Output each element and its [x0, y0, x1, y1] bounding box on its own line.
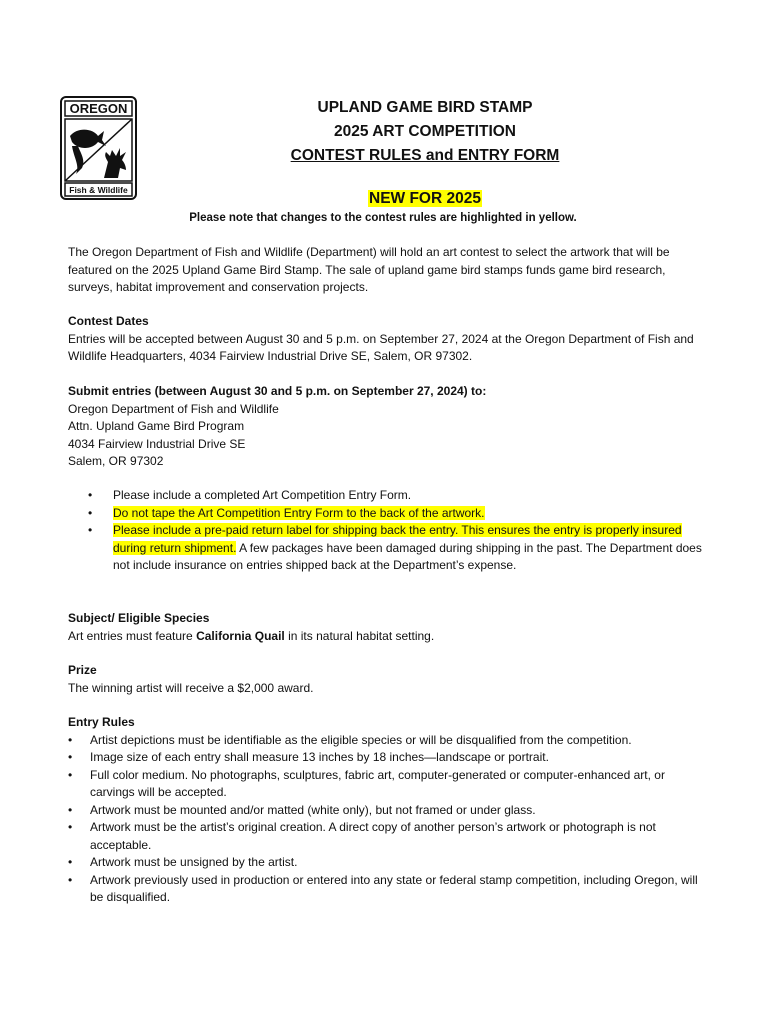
list-item: • Artwork must be mounted and/or matted (white only), but not framed or under glass.	[68, 802, 536, 817]
rule-text: Full color medium. No photographs, sculptures, fabric art, computer-generated or computer-enhanced art, or carvings will be accepted.	[90, 767, 665, 799]
bullet-text: A few packages have been damaged during shipping in the past. The Department does not include insurance on entries shipped back at the Department’s expense.	[113, 540, 702, 572]
submit-bullets	[68, 487, 708, 575]
address-line: Salem, OR 97302	[68, 454, 164, 468]
species-body	[68, 628, 708, 646]
entry-rules-title: Entry Rules	[68, 715, 135, 729]
address-line: Attn. Upland Game Bird Program	[68, 419, 245, 433]
list-item: • Please include a completed Art Competition Entry Form.	[88, 488, 412, 502]
bullet-text: Please include a completed Art Competition Entry Form.	[113, 488, 412, 502]
new-for-text: NEW FOR 2025	[369, 190, 481, 207]
list-item: • Artwork must be the artist’s original creation. A direct copy of another person’s artwork or photograph is not acceptable.	[68, 820, 656, 852]
list-item: • Full color medium. No photographs, sculptures, fabric art, computer-generated or computer-enhanced art, or carvings will be accepted.	[68, 767, 665, 799]
rule-text: Artwork must be unsigned by the artist.	[90, 855, 298, 869]
species-title: Subject/ Eligible Species	[68, 611, 210, 625]
rule-text: Artwork previously used in production or entered into any state or federal stamp competition, including Oregon, will be disqualified.	[90, 872, 698, 904]
bullet-text-highlighted: Do not tape the Art Competition Entry Form to the back of the artwork.	[113, 505, 485, 520]
contest-dates-section	[68, 313, 708, 366]
contest-dates-body: Entries will be accepted between August 30 and 5 p.m. on September 27, 2024 at the Oregon Department of Fish and Wildlife Headquarters, 4034 Fairview Industrial Drive SE, Salem, OR 97302.	[68, 331, 694, 363]
species-pre: Art entries must feature	[68, 628, 197, 643]
address-line: 4034 Fairview Industrial Drive SE	[68, 436, 246, 451]
logo-subtitle: Fish & Wildlife	[69, 185, 128, 195]
list-item: • Artist depictions must be identifiable as the eligible species or will be disqualified from the competition.	[68, 732, 632, 747]
entry-rules-section	[68, 714, 708, 907]
prize-body: The winning artist will receive a $2,000 award.	[68, 680, 314, 695]
list-item: • Do not tape the Art Competition Entry Form to the back of the artwork.	[88, 505, 485, 520]
highlight-note: Please note that changes to the contest rules are highlighted in yellow.	[189, 212, 577, 224]
rule-text: Artist depictions must be identifiable as the eligible species or will be disqualified from the competition.	[90, 732, 632, 747]
intro-text: The Oregon Department of Fish and Wildlife (Department) will hold an art contest to select the artwork that will be featured on the 2025 Upland Game Bird Stamp. The sale of upland game bird stamps funds game bird research, surveys, habitat improvement and conservation projects.	[68, 245, 670, 294]
odfw-logo-graphic	[60, 96, 137, 200]
prize-section	[68, 662, 708, 697]
new-for-banner	[250, 188, 600, 210]
rule-text: Image size of each entry shall measure 13 inches by 18 inches—landscape or portrait.	[90, 750, 549, 764]
address-line: Oregon Department of Fish and Wildlife	[68, 401, 279, 416]
submit-section	[68, 383, 708, 471]
contest-dates-title: Contest Dates	[68, 314, 149, 328]
document-heading	[250, 96, 600, 168]
odfw-logo	[60, 96, 137, 200]
species-post: in its natural habitat setting.	[284, 628, 435, 643]
rule-text: Artwork must be mounted and/or matted (white only), but not framed or under glass.	[90, 802, 536, 817]
species-section	[68, 610, 708, 645]
species-name: California Quail	[196, 628, 285, 643]
submit-title: Submit entries (between August 30 and 5 p.m. on September 27, 2024) to:	[68, 384, 487, 398]
prize-title: Prize	[68, 663, 97, 677]
list-item: • Artwork previously used in production or entered into any state or federal stamp competition, including Oregon, will be disqualified.	[68, 872, 698, 904]
heading-line-2: 2025 ART COMPETITION	[333, 123, 516, 140]
list-item: • Artwork must be unsigned by the artist.	[68, 855, 298, 869]
heading-line-1: UPLAND GAME BIRD STAMP	[317, 99, 533, 116]
bullet-text-highlighted: Please include a pre-paid return label for shipping back the entry. This ensures the entry is properly insured during return shipment.	[113, 523, 682, 555]
list-item: • Please include a pre-paid return label for shipping back the entry. This ensures the entry is properly insured during return shipment. A few packages have been damaged during shipping in the past. The Department does not include insurance on entries shipped back at the Department’s expense.	[88, 523, 702, 572]
logo-title: OREGON	[69, 101, 128, 116]
list-item: • Image size of each entry shall measure 13 inches by 18 inches—landscape or portrait.	[68, 750, 549, 764]
intro-paragraph	[68, 244, 708, 297]
rule-text: Artwork must be the artist’s original creation. A direct copy of another person’s artwork or photograph is not acceptable.	[90, 820, 656, 852]
heading-line-3: CONTEST RULES and ENTRY FORM	[290, 147, 560, 164]
